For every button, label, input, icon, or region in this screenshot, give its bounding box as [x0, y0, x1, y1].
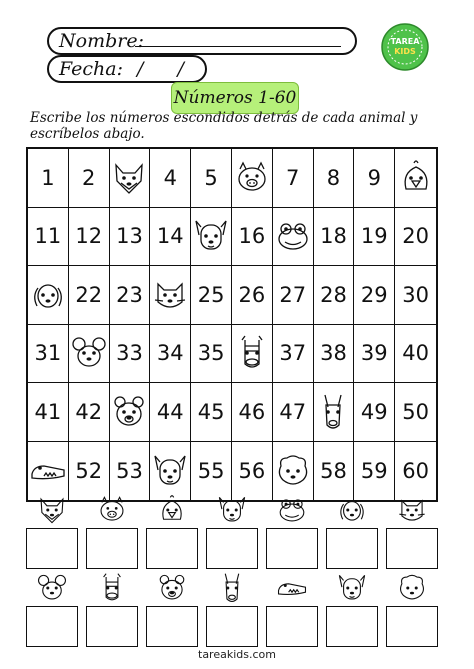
- answer-box[interactable]: [206, 606, 258, 647]
- answer-slot-pig: [86, 494, 138, 569]
- answer-slot-fox: [26, 494, 78, 569]
- grid-number: 25: [191, 266, 232, 325]
- date-slashes: / /: [137, 58, 198, 80]
- fox-icon: [35, 494, 69, 526]
- grid-number: 50: [395, 383, 436, 442]
- grid-animal-fox: [110, 149, 151, 208]
- grid-number: 20: [395, 208, 436, 267]
- donkey-icon: [215, 572, 249, 604]
- bear-icon: [155, 572, 189, 604]
- grid-number: 29: [354, 266, 395, 325]
- sheep-icon: [395, 572, 429, 604]
- dog-icon: [215, 494, 249, 526]
- footer-url: tareakids.com: [198, 648, 276, 661]
- puppy-icon: [30, 275, 66, 315]
- grid-number: 53: [110, 442, 151, 501]
- mouse-icon: [35, 572, 69, 604]
- grid-number: 35: [191, 325, 232, 384]
- grid-animal-pig: [232, 149, 273, 208]
- pig-icon: [234, 158, 270, 198]
- grid-number: 5: [191, 149, 232, 208]
- pig-icon: [95, 494, 129, 526]
- answer-box[interactable]: [26, 606, 78, 647]
- grid-animal-dog: [191, 208, 232, 267]
- grid-number: 38: [314, 325, 355, 384]
- answer-box[interactable]: [266, 606, 318, 647]
- grid-number: 2: [69, 149, 110, 208]
- grid-animal-frog: [273, 208, 314, 267]
- grid-number: 44: [150, 383, 191, 442]
- grid-number: 40: [395, 325, 436, 384]
- number-grid: [26, 147, 438, 502]
- grid-number: 11: [28, 208, 69, 267]
- bird-icon: [155, 494, 189, 526]
- dog-icon: [193, 216, 229, 256]
- answer-slot-pug: [326, 572, 378, 647]
- answer-box[interactable]: [86, 606, 138, 647]
- grid-number: 33: [110, 325, 151, 384]
- date-field[interactable]: [47, 55, 207, 83]
- answer-row-1: [26, 494, 438, 569]
- answer-box[interactable]: [386, 606, 438, 647]
- instructions: Escribe los números escondidos detrás de cada animal y escríbelos abajo.: [30, 110, 418, 142]
- grid-number: 30: [395, 266, 436, 325]
- pug-icon: [152, 451, 188, 491]
- grid-number: 18: [314, 208, 355, 267]
- grid-number: 47: [273, 383, 314, 442]
- grid-animal-cat: [150, 266, 191, 325]
- grid-number: 56: [232, 442, 273, 501]
- zebra-icon: [95, 572, 129, 604]
- grid-number: 46: [232, 383, 273, 442]
- answer-slot-croc: [266, 572, 318, 647]
- donkey-icon: [315, 392, 351, 432]
- grid-number: 9: [354, 149, 395, 208]
- grid-animal-croc: [28, 442, 69, 501]
- sheep-icon: [275, 451, 311, 491]
- frog-icon: [275, 216, 311, 256]
- grid-number: 55: [191, 442, 232, 501]
- grid-number: 58: [314, 442, 355, 501]
- answer-slot-cat: [386, 494, 438, 569]
- answer-box[interactable]: [146, 528, 198, 569]
- svg-text:TAREA: TAREA: [390, 37, 420, 46]
- grid-number: 49: [354, 383, 395, 442]
- answer-box[interactable]: [386, 528, 438, 569]
- grid-number: 7: [273, 149, 314, 208]
- grid-number: 37: [273, 325, 314, 384]
- grid-number: 41: [28, 383, 69, 442]
- answer-box[interactable]: [326, 606, 378, 647]
- croc-icon: [275, 572, 309, 604]
- grid-number: 12: [69, 208, 110, 267]
- grid-animal-bear: [110, 383, 151, 442]
- name-label: Nombre:: [59, 30, 144, 52]
- grid-number: 27: [273, 266, 314, 325]
- pug-icon: [335, 572, 369, 604]
- answer-slot-donkey: [206, 572, 258, 647]
- grid-number: 19: [354, 208, 395, 267]
- name-underline: [135, 46, 341, 47]
- grid-number: 4: [150, 149, 191, 208]
- worksheet-title: Números 1-60: [171, 82, 299, 114]
- cat-icon: [395, 494, 429, 526]
- zebra-icon: [234, 333, 270, 373]
- answer-slot-zebra: [86, 572, 138, 647]
- grid-number: 26: [232, 266, 273, 325]
- answer-row-2: [26, 572, 438, 647]
- grid-number: 8: [314, 149, 355, 208]
- grid-animal-pug: [150, 442, 191, 501]
- svg-text:KIDS: KIDS: [394, 47, 416, 56]
- answer-slot-sheep: [386, 572, 438, 647]
- answer-box[interactable]: [326, 528, 378, 569]
- grid-number: 13: [110, 208, 151, 267]
- answer-box[interactable]: [86, 528, 138, 569]
- grid-number: 60: [402, 458, 429, 483]
- bird-icon: [398, 158, 434, 198]
- answer-slot-puppy: [326, 494, 378, 569]
- answer-slot-dog: [206, 494, 258, 569]
- answer-slot-bear: [146, 572, 198, 647]
- mouse-icon: [71, 333, 107, 373]
- grid-animal-mouse: [69, 325, 110, 384]
- answer-box[interactable]: [266, 528, 318, 569]
- bear-icon: [111, 392, 147, 432]
- grid-number: 39: [354, 325, 395, 384]
- croc-icon: [30, 451, 66, 491]
- grid-animal-bird: [395, 149, 436, 208]
- fox-icon: [111, 158, 147, 198]
- cat-icon: [152, 275, 188, 315]
- grid-number: 1: [28, 149, 69, 208]
- grid-number: 59: [354, 442, 395, 501]
- puppy-icon: [335, 494, 369, 526]
- answer-slot-bird: [146, 494, 198, 569]
- answer-slot-frog: [266, 494, 318, 569]
- grid-number: 22: [69, 266, 110, 325]
- grid-number: 16: [232, 208, 273, 267]
- grid-animal-donkey: [314, 383, 355, 442]
- grid-number: 42: [69, 383, 110, 442]
- grid-animal-sheep: [273, 442, 314, 501]
- grid-number: 45: [191, 383, 232, 442]
- grid-number: 52: [69, 442, 110, 501]
- name-field[interactable]: [47, 27, 357, 55]
- answer-box[interactable]: [146, 606, 198, 647]
- frog-icon: [275, 494, 309, 526]
- grid-number: 34: [150, 325, 191, 384]
- grid-animal-zebra: [232, 325, 273, 384]
- grid-number: 14: [150, 208, 191, 267]
- grid-number: 31: [28, 325, 69, 384]
- answer-box[interactable]: [206, 528, 258, 569]
- tareakids-logo: [380, 22, 430, 72]
- grid-number: 28: [314, 266, 355, 325]
- date-label: Fecha:: [59, 58, 123, 80]
- answer-box[interactable]: [26, 528, 78, 569]
- answer-slot-mouse: [26, 572, 78, 647]
- grid-number: 23: [110, 266, 151, 325]
- grid-animal-puppy: [28, 266, 69, 325]
